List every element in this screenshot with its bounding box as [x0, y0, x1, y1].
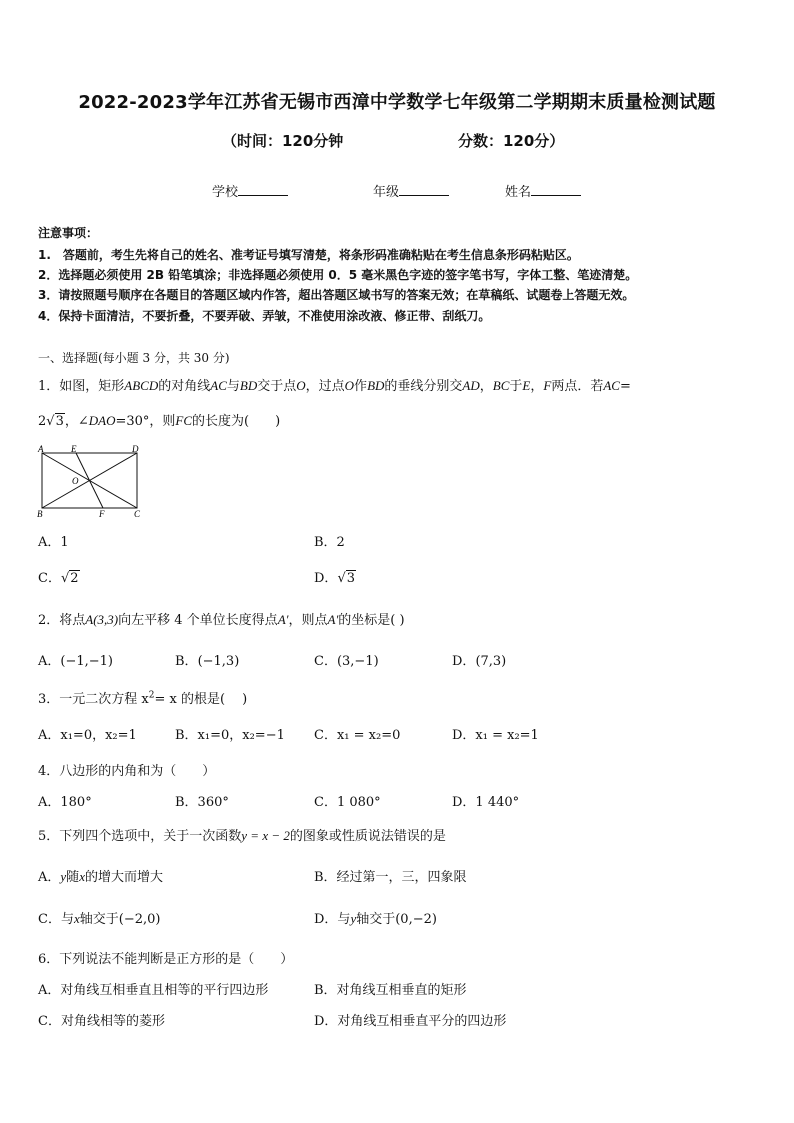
q4-option-b: B．360° [175, 795, 229, 810]
grade-blank [399, 183, 449, 196]
label-c: C [134, 509, 141, 519]
q4-option-a: A．180° [38, 795, 92, 810]
label-b: B [37, 509, 43, 519]
q6-text: 6．下列说法不能判断是正方形的是（ ） [38, 952, 294, 967]
q1-option-c: C．√2 [38, 571, 79, 586]
q3-text: 3．一元二次方程 $x^2= x$ 的根是( ) [38, 690, 248, 707]
note-item: 2．选择题必须使用 2B 铅笔填涂；非选择题必须使用 0．5 毫米黑色字迹的签字笔书写，字体工整、笔迹清楚。 [38, 268, 638, 282]
note-item: 3．请按照题号顺序在各题目的答题区域内作答，超出答题区域书写的答案无效；在草稿纸、试题卷上答题无效。 [38, 288, 635, 302]
q2-option-c: C．(3,−1) [314, 654, 379, 669]
q1-option-b: B．2 [314, 535, 345, 550]
exam-score: 分数：120分） [458, 132, 565, 150]
notes-heading: 注意事项： [38, 226, 99, 240]
label-d: D [132, 444, 139, 454]
label-o: O [72, 476, 79, 486]
q2-option-b: B．(−1,3) [175, 654, 240, 669]
q2-option-a: A．(−1,−1) [38, 654, 113, 669]
school-blank [238, 183, 288, 196]
rectangle-figure [36, 441, 146, 521]
q2-text: 2．将点A(3,3)向左平移 4 个单位长度得点A′，则点A′的坐标是( ) [38, 612, 405, 628]
segment-ef [76, 453, 103, 508]
q1-option-a: A．1 [38, 535, 69, 550]
exam-time: （时间：120分钟 [222, 132, 344, 150]
grade-field [373, 181, 449, 200]
q4-option-d: D．1 440° [452, 795, 520, 810]
q2-option-d: D．(7,3) [452, 654, 507, 669]
q5-text: 5．下列四个选项中，关于一次函数y = x − 2的图象或性质说法错误的是 [38, 828, 446, 844]
label-e: E [71, 444, 77, 454]
q4-option-c: C．1 080° [314, 795, 381, 810]
section-heading: 一、选择题(每小题 3 分，共 30 分) [38, 351, 230, 365]
q5-option-d: D．与y轴交于(0,−2) [314, 911, 437, 927]
note-item: 1. 答题前，考生先将自己的姓名、准考证号填写清楚，将条形码准确粘贴在考生信息条形码粘贴区。 [38, 248, 579, 262]
q1-line1: 1．如图，矩形ABCD的对角线AC与BD交于点O，过点O作BD的垂线分别交AD，BC于E，F两点．若AC= [38, 378, 631, 394]
q5-option-b: B．经过第一，三，四象限 [314, 870, 467, 885]
q6-option-c: C．对角线相等的菱形 [38, 1014, 165, 1029]
q3-option-d: D．x₁ = x₂=1 [452, 728, 539, 743]
q1-line2: 2√3，∠DAO=30°，则FC的长度为( ) [38, 413, 281, 429]
q5-option-c: C．与x轴交于(−2,0) [38, 911, 161, 927]
q6-option-a: A．对角线互相垂直且相等的平行四边形 [38, 983, 269, 998]
note-item: 4．保持卡面清洁，不要折叠，不要弄破、弄皱，不准使用涂改液、修正带、刮纸刀。 [38, 309, 491, 323]
label-f: F [99, 509, 105, 519]
name-blank [531, 183, 581, 196]
label-a: A [38, 444, 44, 454]
q6-option-b: B．对角线互相垂直的矩形 [314, 983, 467, 998]
q4-text: 4．八边形的内角和为（ ） [38, 764, 216, 779]
name-label: 姓名 [505, 185, 532, 200]
q6-option-d: D．对角线互相垂直平分的四边形 [314, 1014, 507, 1029]
school-field [212, 181, 288, 200]
q3-option-b: B．x₁=0，x₂=−1 [175, 728, 285, 743]
school-label: 学校 [212, 185, 239, 200]
q1-option-d: D．√3 [314, 571, 356, 586]
grade-label: 年级 [373, 185, 400, 200]
q5-option-a: A．y随x的增大而增大 [38, 869, 163, 885]
page-title: 2022-2023学年江苏省无锡市西漳中学数学七年级第二学期期末质量检测试题 [78, 92, 716, 113]
q3-option-a: A．x₁=0，x₂=1 [38, 728, 137, 743]
name-field [505, 181, 581, 200]
q3-option-c: C．x₁ = x₂=0 [314, 728, 401, 743]
